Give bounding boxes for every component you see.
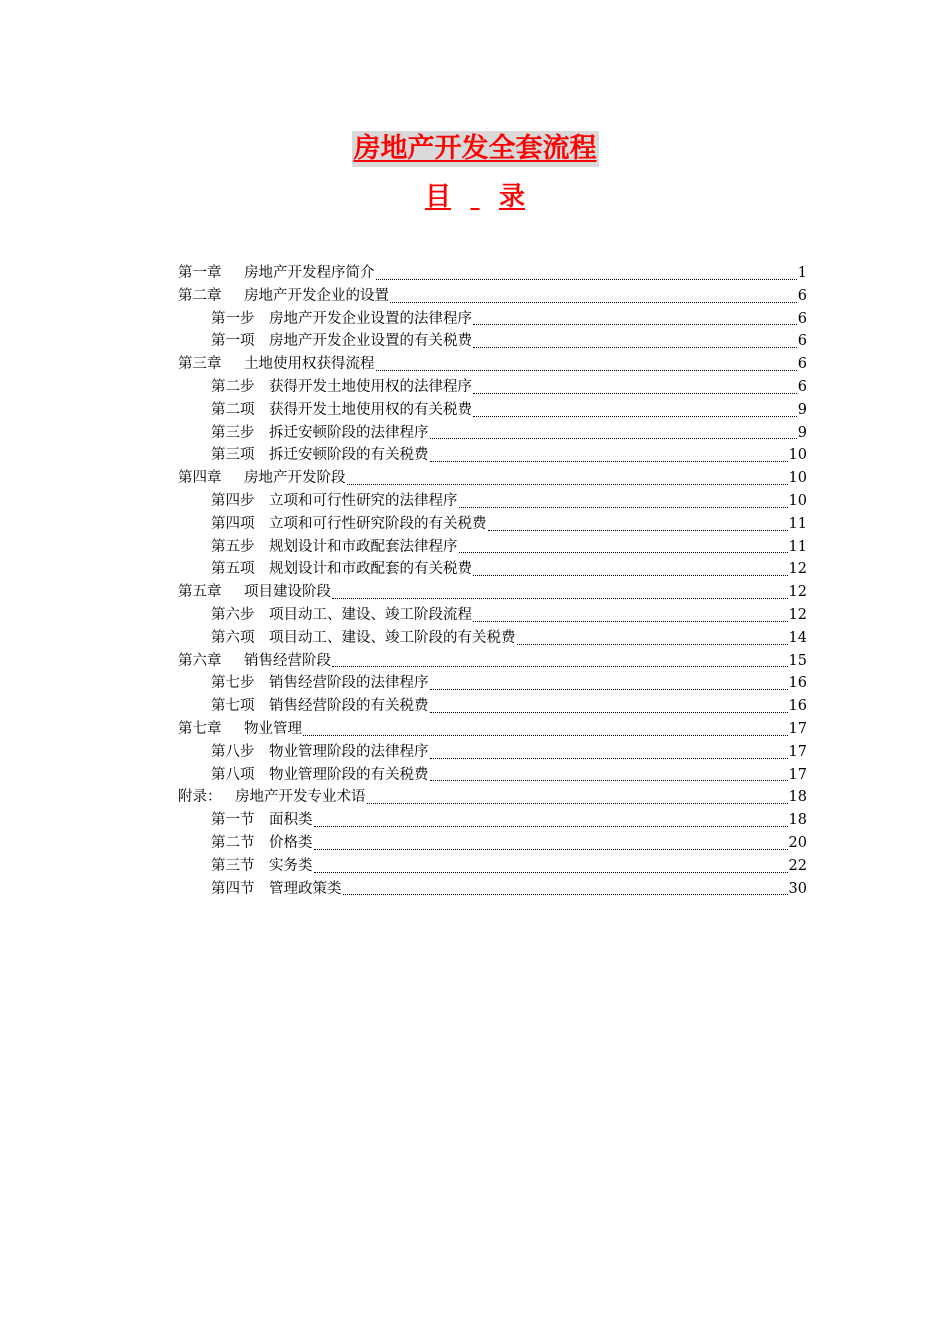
toc-section-entry[interactable] <box>178 627 807 650</box>
toc-entry-title: 立项和可行性研究的法律程序 <box>269 492 458 509</box>
toc-entry-number: 第三步 <box>211 424 255 441</box>
toc-chapter-entry[interactable] <box>178 285 807 308</box>
toc-dot-leader <box>473 574 788 576</box>
toc-section-entry[interactable] <box>178 536 807 559</box>
toc-page-number: 17 <box>788 766 807 783</box>
toc-entry-number: 第四节 <box>211 880 255 897</box>
toc-section-entry[interactable] <box>178 399 807 422</box>
toc-page-number: 15 <box>788 652 807 669</box>
toc-page-number: 11 <box>788 538 807 555</box>
toc-entry-number: 第一步 <box>211 310 255 327</box>
toc-dot-leader <box>473 415 797 417</box>
toc-dot-leader <box>303 734 788 736</box>
toc-page-number: 16 <box>788 675 807 692</box>
toc-page-number: 1 <box>797 265 807 281</box>
toc-chapter-entry[interactable] <box>178 467 807 490</box>
toc-entry-title: 规划设计和市政配套的有关税费 <box>269 561 472 578</box>
toc-page-number: 6 <box>797 378 807 395</box>
toc-entry-number: 第四章 <box>178 470 222 487</box>
toc-entry-title: 实务类 <box>269 857 313 874</box>
toc-entry-number: 第六项 <box>211 629 255 646</box>
toc-entry-number: 第一章 <box>178 265 222 281</box>
toc-chapter-entry[interactable] <box>178 262 807 285</box>
toc-dot-leader <box>430 688 788 690</box>
toc-chapter-entry[interactable] <box>178 786 807 809</box>
toc-page-number: 20 <box>788 834 807 851</box>
toc-section-entry[interactable] <box>178 490 807 513</box>
toc-page-number: 12 <box>788 584 807 601</box>
toc-section-entry[interactable] <box>178 832 807 855</box>
toc-page-number: 10 <box>788 492 807 509</box>
toc-entry-title: 土地使用权获得流程 <box>244 356 375 373</box>
toc-entry-title: 拆迁安顿阶段的法律程序 <box>269 424 429 441</box>
toc-page-number: 6 <box>797 333 807 350</box>
toc-entry-number: 第五项 <box>211 561 255 578</box>
toc-entry-number: 第六步 <box>211 606 255 623</box>
toc-section-entry[interactable] <box>178 855 807 878</box>
document-title-block <box>0 131 950 167</box>
toc-entry-number: 第二章 <box>178 287 222 304</box>
toc-entry-number: 第四项 <box>211 515 255 532</box>
toc-entry-title: 物业管理阶段的有关税费 <box>269 766 429 783</box>
toc-entry-title: 房地产开发阶段 <box>244 470 346 487</box>
toc-heading-gap <box>453 180 497 214</box>
toc-entry-number: 附录： <box>178 789 222 806</box>
toc-page-number: 18 <box>788 812 807 829</box>
toc-entry-title: 面积类 <box>269 812 313 829</box>
toc-entry-title: 物业管理阶段的法律程序 <box>269 743 429 760</box>
toc-section-entry[interactable] <box>178 764 807 787</box>
toc-section-entry[interactable] <box>178 672 807 695</box>
toc-dot-leader <box>376 369 797 371</box>
toc-page-number: 18 <box>788 789 807 806</box>
toc-dot-leader <box>430 460 788 462</box>
toc-page-number: 16 <box>788 698 807 715</box>
toc-entry-number: 第八项 <box>211 766 255 783</box>
toc-entry-title: 获得开发土地使用权的法律程序 <box>269 378 472 395</box>
toc-section-entry[interactable] <box>178 558 807 581</box>
toc-section-entry[interactable] <box>178 604 807 627</box>
document-title: 房地产开发全套流程 <box>352 131 599 167</box>
toc-entry-number: 第七章 <box>178 720 222 737</box>
toc-page-number: 14 <box>788 629 807 646</box>
toc-heading-block <box>0 180 950 214</box>
toc-section-entry[interactable] <box>178 878 807 901</box>
toc-entry-title: 房地产开发企业设置的法律程序 <box>269 310 472 327</box>
toc-section-entry[interactable] <box>178 330 807 353</box>
toc-page-number: 6 <box>797 287 807 304</box>
toc-entry-number: 第四步 <box>211 492 255 509</box>
toc-dot-leader <box>473 392 797 394</box>
toc-entry-number: 第二步 <box>211 378 255 395</box>
toc-page-number: 10 <box>788 470 807 487</box>
toc-dot-leader <box>473 323 797 325</box>
toc-page-number: 6 <box>797 310 807 327</box>
toc-entry-title: 销售经营阶段的有关税费 <box>269 698 429 715</box>
toc-dot-leader <box>430 757 788 759</box>
toc-entry-title: 房地产开发专业术语 <box>235 789 366 806</box>
toc-dot-leader <box>347 483 788 485</box>
toc-heading-part2: 录 <box>499 182 526 212</box>
toc-dot-leader <box>488 529 788 531</box>
toc-dot-leader <box>314 825 788 827</box>
toc-page-number: 11 <box>788 515 807 532</box>
toc-dot-leader <box>473 346 797 348</box>
toc-section-entry[interactable] <box>178 513 807 536</box>
toc-entry-title: 房地产开发程序简介 <box>244 265 375 281</box>
table-of-contents <box>178 262 807 900</box>
toc-page-number: 12 <box>788 606 807 623</box>
toc-entry-title: 房地产开发企业设置的有关税费 <box>269 333 472 350</box>
toc-chapter-entry[interactable] <box>178 650 807 673</box>
toc-entry-number: 第三章 <box>178 356 222 373</box>
toc-dot-leader <box>430 779 788 781</box>
toc-page-number: 22 <box>788 857 807 874</box>
toc-page-number: 9 <box>797 401 807 418</box>
toc-page-number: 10 <box>788 447 807 464</box>
toc-entry-number: 第一节 <box>211 812 255 829</box>
toc-entry-title: 价格类 <box>269 834 313 851</box>
toc-section-entry[interactable] <box>178 422 807 445</box>
toc-dot-leader <box>390 301 797 303</box>
toc-page-number: 6 <box>797 356 807 373</box>
toc-entry-number: 第二项 <box>211 401 255 418</box>
toc-dot-leader <box>367 802 788 804</box>
toc-entry-title: 房地产开发企业的设置 <box>244 287 389 304</box>
toc-dot-leader <box>332 597 788 599</box>
toc-dot-leader <box>430 711 788 713</box>
toc-page-number: 30 <box>788 880 807 897</box>
toc-dot-leader <box>430 437 797 439</box>
toc-dot-leader <box>459 506 788 508</box>
toc-dot-leader <box>473 620 788 622</box>
toc-section-entry[interactable] <box>178 376 807 399</box>
toc-chapter-entry[interactable] <box>178 353 807 376</box>
toc-dot-leader <box>343 893 788 895</box>
toc-page-number: 17 <box>788 743 807 760</box>
toc-chapter-entry[interactable] <box>178 581 807 604</box>
toc-entry-title: 物业管理 <box>244 720 302 737</box>
toc-heading-part1: 目 <box>424 182 451 212</box>
toc-dot-leader <box>517 643 788 645</box>
toc-dot-leader <box>332 665 788 667</box>
toc-entry-title: 管理政策类 <box>269 880 342 897</box>
toc-entry-title: 规划设计和市政配套法律程序 <box>269 538 458 555</box>
toc-entry-title: 项目动工、建设、竣工阶段流程 <box>269 606 472 623</box>
toc-entry-number: 第七步 <box>211 675 255 692</box>
toc-entry-number: 第三项 <box>211 447 255 464</box>
toc-entry-number: 第八步 <box>211 743 255 760</box>
toc-dot-leader <box>376 278 797 280</box>
toc-section-entry[interactable] <box>178 741 807 764</box>
toc-entry-title: 获得开发土地使用权的有关税费 <box>269 401 472 418</box>
toc-dot-leader <box>314 848 788 850</box>
toc-entry-number: 第三节 <box>211 857 255 874</box>
toc-entry-number: 第七项 <box>211 698 255 715</box>
toc-entry-number: 第一项 <box>211 333 255 350</box>
toc-entry-title: 销售经营阶段 <box>244 652 331 669</box>
toc-section-entry[interactable] <box>178 695 807 718</box>
toc-entry-title: 立项和可行性研究阶段的有关税费 <box>269 515 487 532</box>
toc-section-entry[interactable] <box>178 308 807 331</box>
toc-page-number: 17 <box>788 720 807 737</box>
toc-page-number: 12 <box>788 561 807 578</box>
toc-section-entry[interactable] <box>178 444 807 467</box>
toc-entry-number: 第六章 <box>178 652 222 669</box>
toc-entry-number: 第五步 <box>211 538 255 555</box>
toc-entry-title: 拆迁安顿阶段的有关税费 <box>269 447 429 464</box>
toc-entry-number: 第五章 <box>178 584 222 601</box>
toc-page-number: 9 <box>797 424 807 441</box>
toc-entry-title: 销售经营阶段的法律程序 <box>269 675 429 692</box>
toc-dot-leader <box>314 871 788 873</box>
toc-entry-title: 项目动工、建设、竣工阶段的有关税费 <box>269 629 516 646</box>
toc-entry-title: 项目建设阶段 <box>244 584 331 601</box>
toc-chapter-entry[interactable] <box>178 718 807 741</box>
toc-entry-number: 第二节 <box>211 834 255 851</box>
toc-dot-leader <box>459 551 788 553</box>
toc-section-entry[interactable] <box>178 809 807 832</box>
